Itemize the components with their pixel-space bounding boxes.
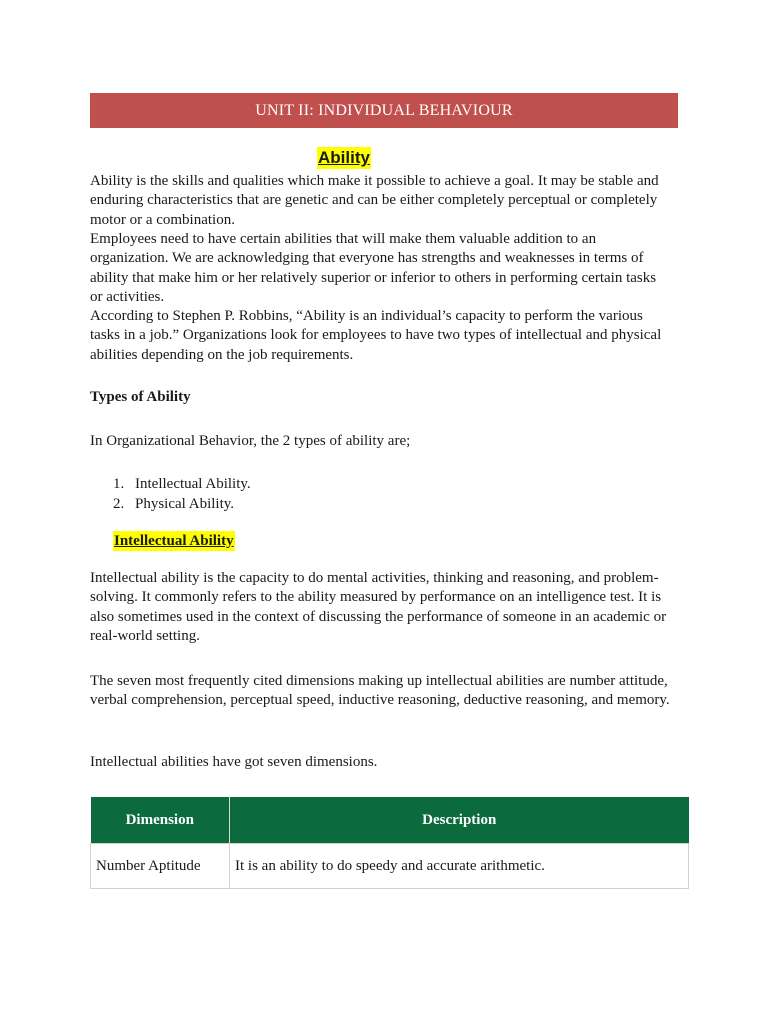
types-list [113, 474, 251, 514]
dimensions-table [90, 797, 689, 889]
list-label: Physical Ability. [135, 496, 235, 512]
ability-heading: Ability [318, 148, 370, 167]
description-column-header: Description [230, 797, 689, 844]
employees-abilities-paragraph: Employees need to have certain abilities that will make them valuable addition to an organization. We are acknowledging that everyone has strengths and weaknesses in terms of ability that make him or her relatively superior or inferior to others in performing certain tasks or activities. [90, 231, 657, 306]
dimension-column-header: Dimension [91, 797, 230, 844]
table-header-row [91, 797, 689, 844]
list-number: 2. [113, 496, 125, 512]
unit-title-banner [90, 93, 678, 128]
table-row [91, 844, 689, 889]
seven-dimensions-paragraph: The seven most frequently cited dimensions making up intellectual abilities are number attitude, verbal comprehension, perceptual speed, inductive reasoning, deductive reasoning, and memory. [90, 673, 670, 709]
list-item [113, 494, 251, 514]
list-number: 1. [113, 476, 125, 492]
intellectual-definition-paragraph: Intellectual ability is the capacity to do mental activities, thinking and reasoning, and problem-solving. It commonly refers to the ability measured by performance on an intelligence test. It is also sometimes used in the context of discussing the performance of someone in an academic or real-world setting. [90, 570, 667, 645]
unit-title: UNIT II: INDIVIDUAL BEHAVIOUR [255, 101, 513, 119]
list-item [113, 474, 251, 494]
dimension-cell: Number Aptitude [91, 844, 230, 889]
intellectual-ability-heading: Intellectual Ability [114, 533, 234, 549]
robbins-quote-paragraph: According to Stephen P. Robbins, “Ability is an individual’s capacity to perform the various tasks in a job.” Organizations look for employees to have two types of intellectual and physical abilities depending on the job requirements. [90, 308, 662, 363]
types-intro-paragraph: In Organizational Behavior, the 2 types of ability are; [90, 433, 411, 449]
list-label: Intellectual Ability. [135, 476, 251, 492]
types-of-ability-heading: Types of Ability [90, 389, 191, 405]
seven-dimensions-intro: Intellectual abilities have got seven dimensions. [90, 754, 378, 770]
description-cell: It is an ability to do speedy and accurate arithmetic. [230, 844, 689, 889]
ability-definition-paragraph: Ability is the skills and qualities which make it possible to achieve a goal. It may be stable and enduring characteristics that are genetic and can be either completely perceptual or completely motor or a combination. [90, 173, 659, 228]
